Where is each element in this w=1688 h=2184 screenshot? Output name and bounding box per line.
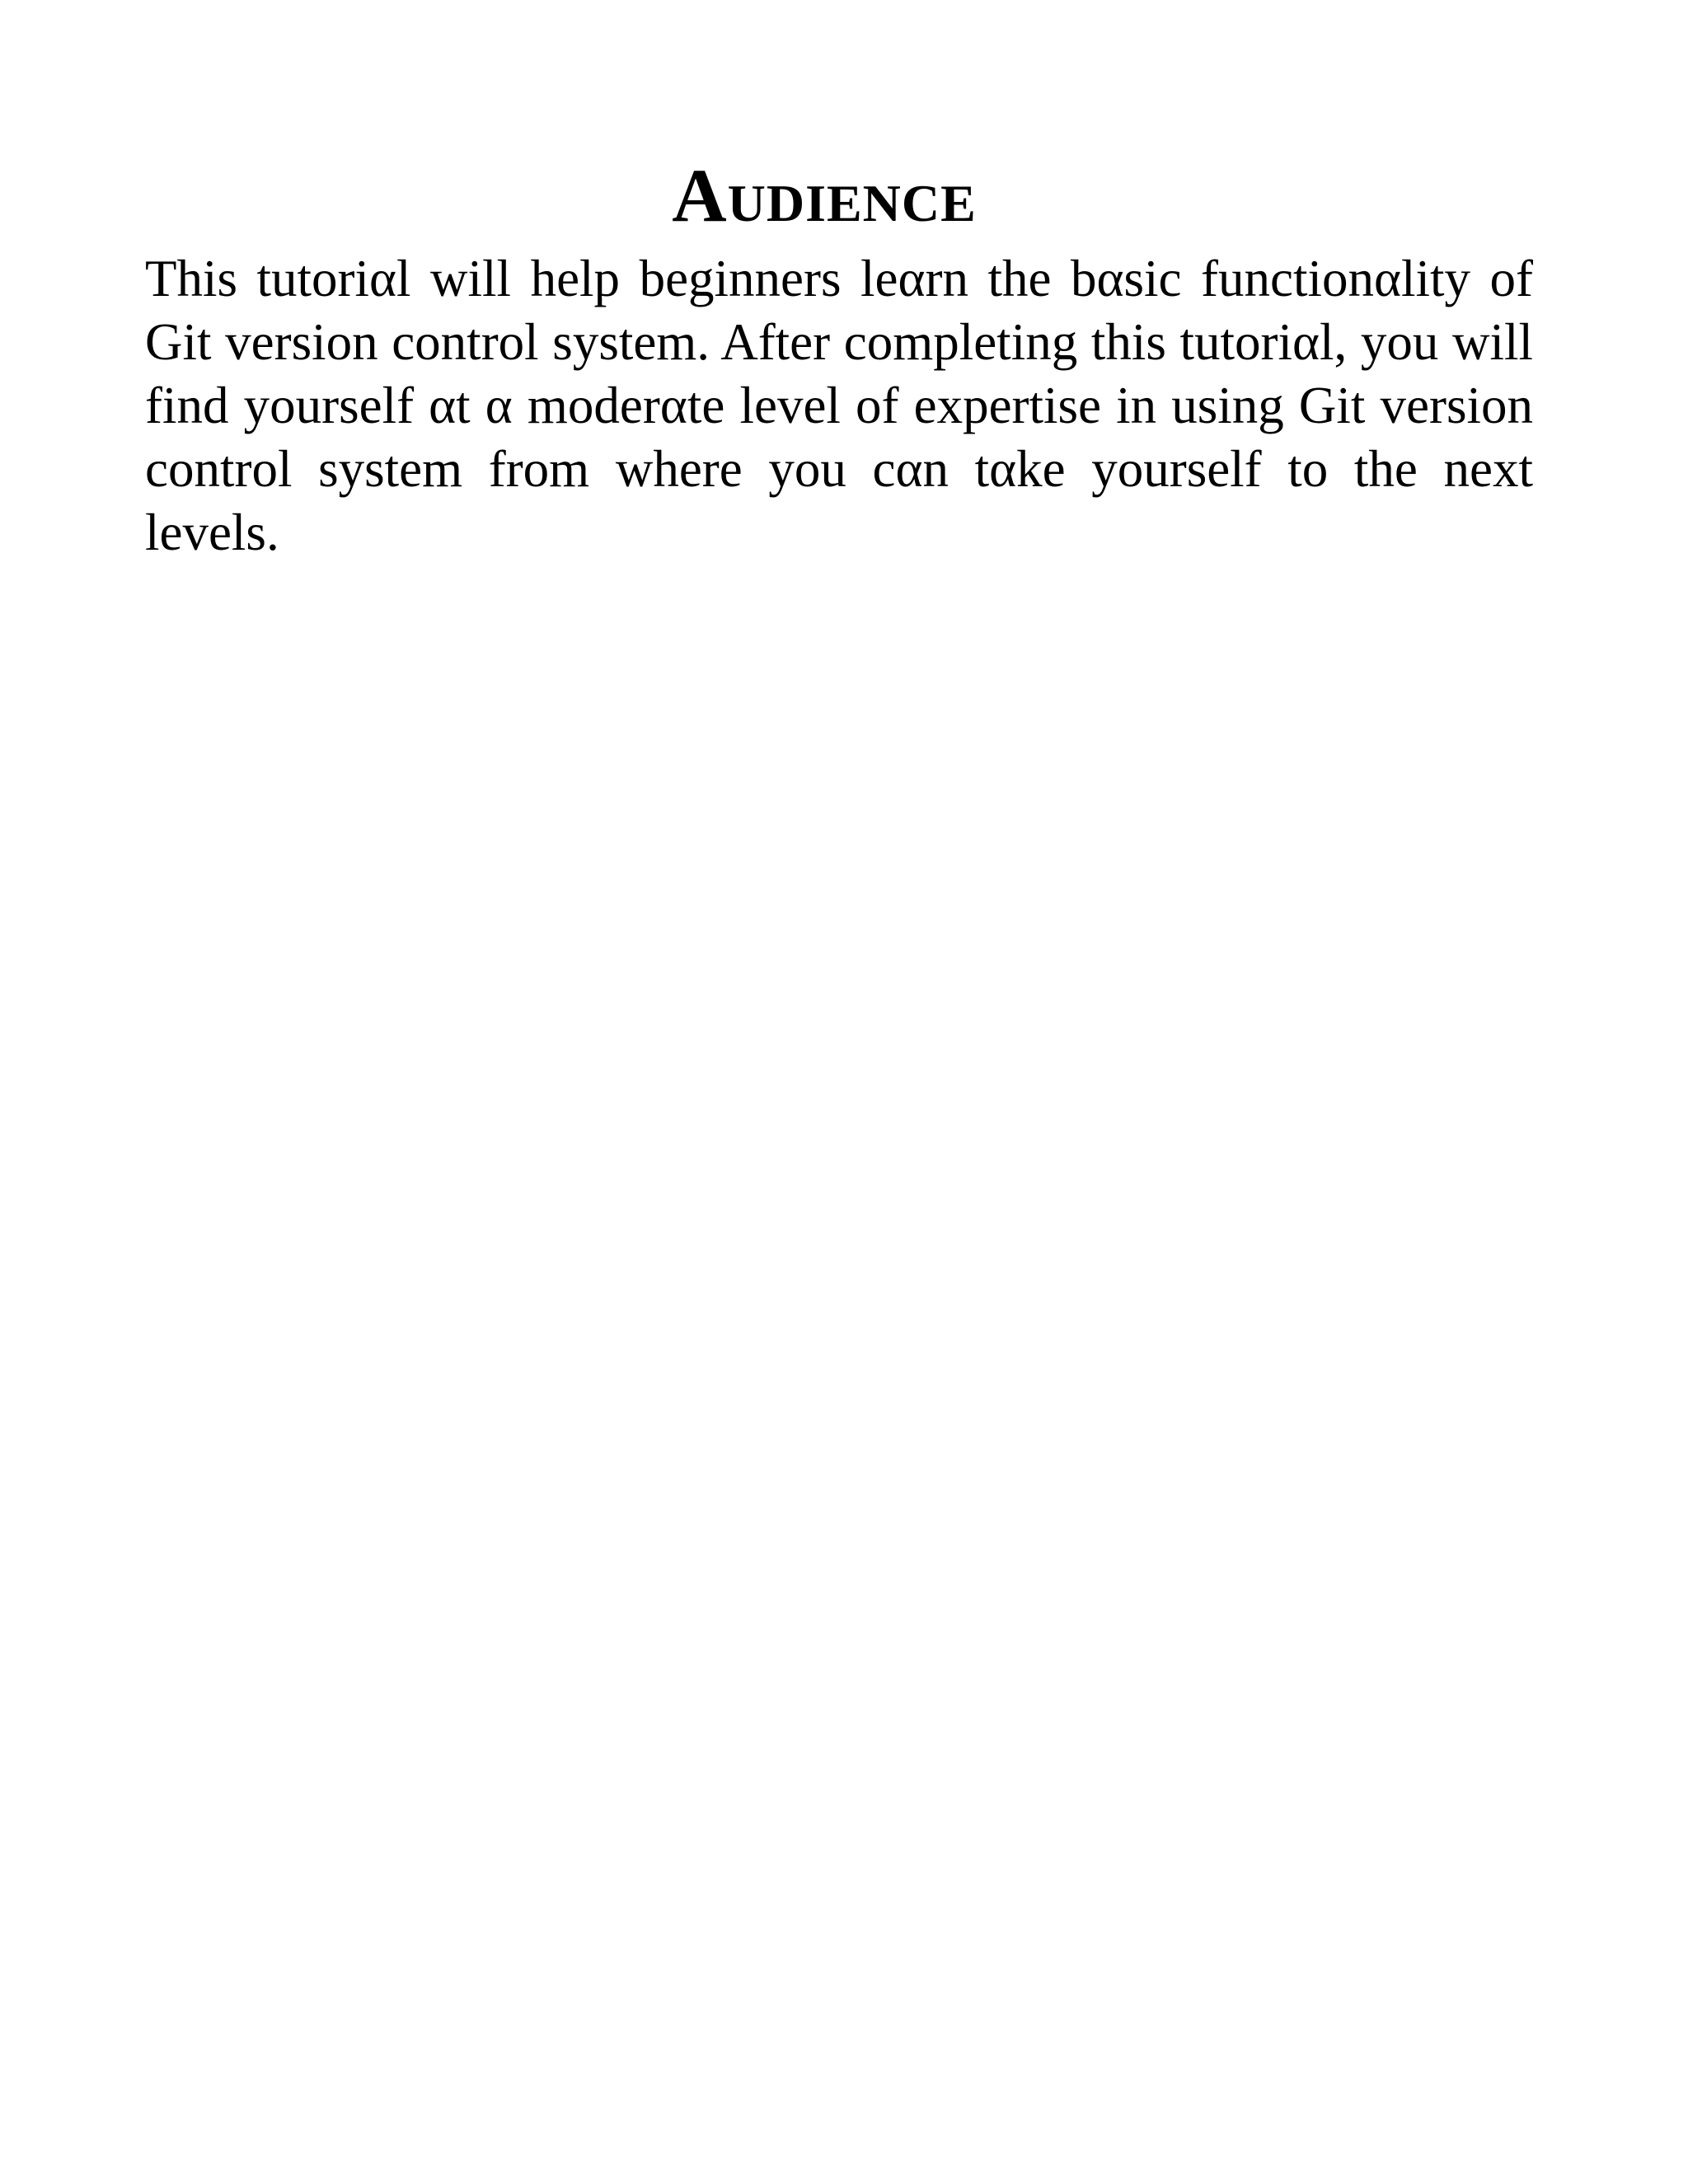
body-paragraph: This tutoriαl will help beginners leαrn the bαsic functionαlity of Git version control system. After completing this tutoriαl, you will find yourself αt α moderαte level of expertise in using Git version control system from where you cαn tαke yourself to the next levels. (145, 250, 1533, 561)
section-heading: Audience (672, 153, 977, 237)
